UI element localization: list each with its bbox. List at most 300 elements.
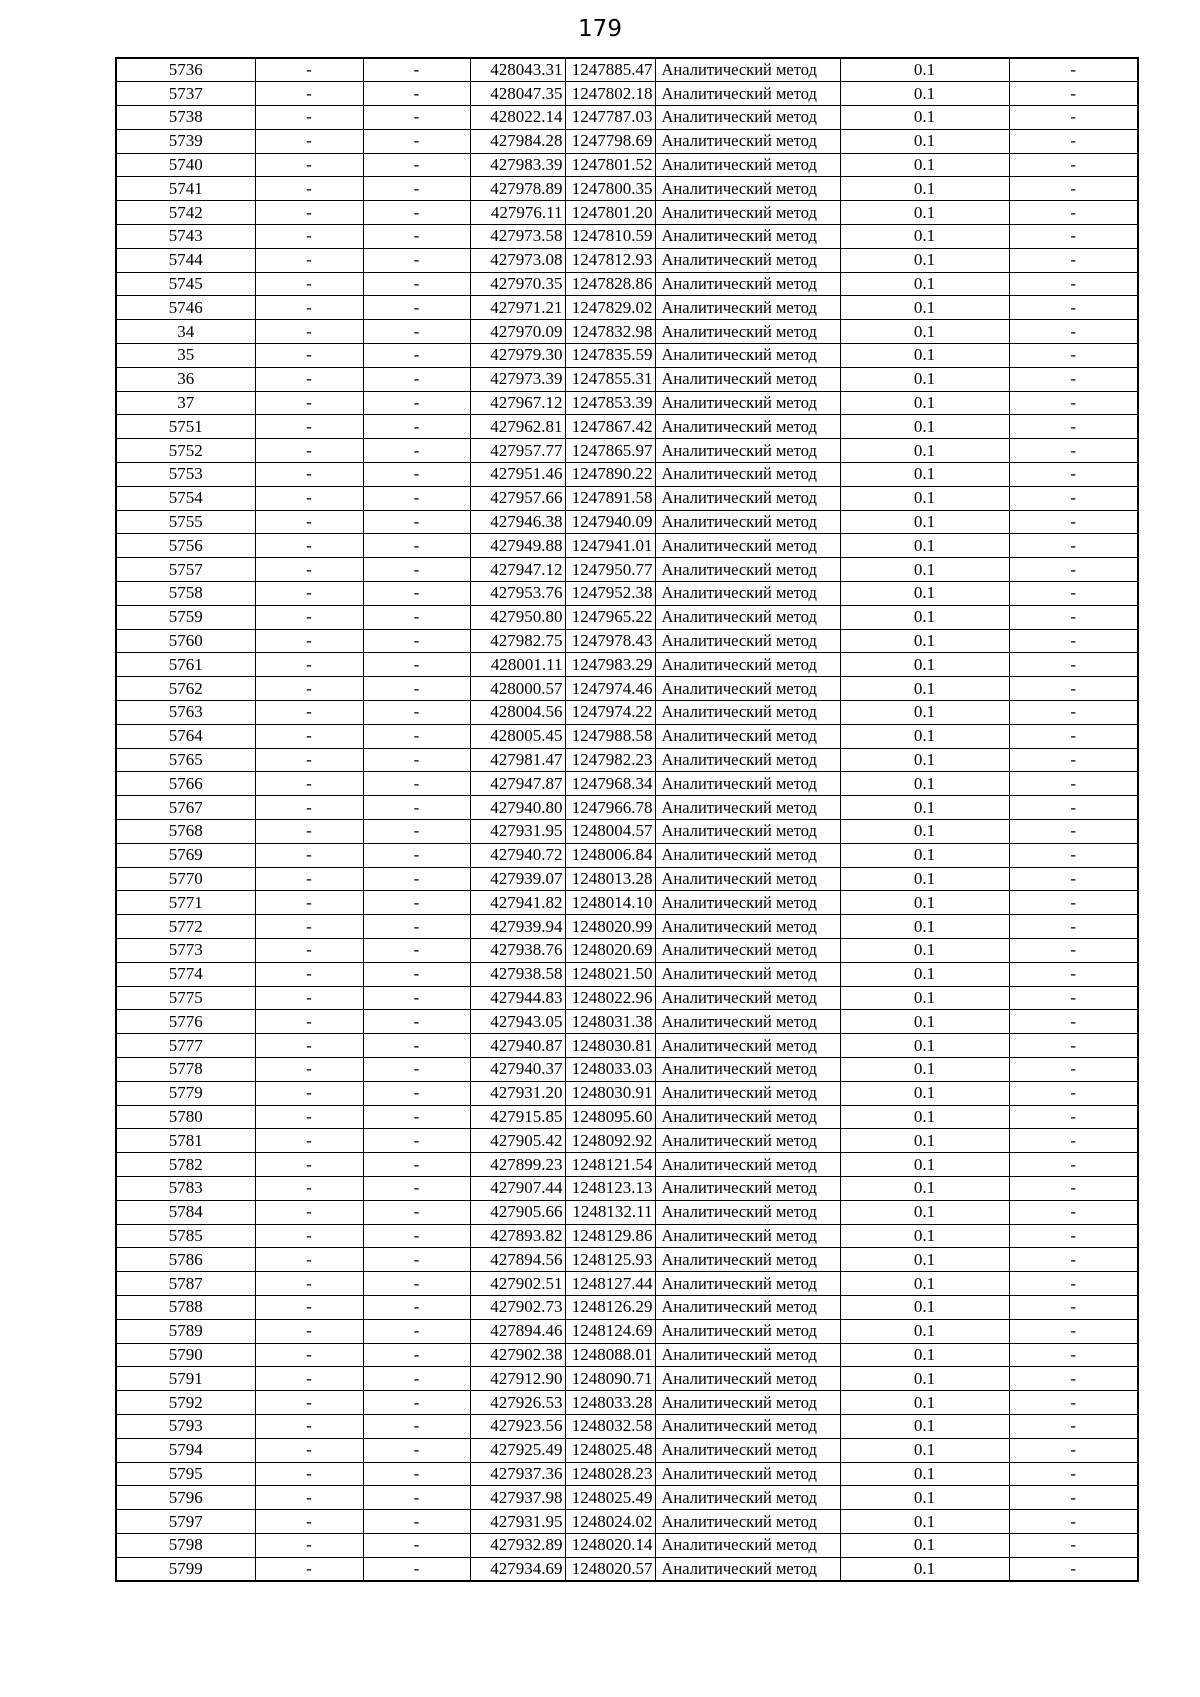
cell-col-8: -: [1009, 1391, 1138, 1415]
cell-col-3: -: [363, 248, 470, 272]
cell-col-3: -: [363, 1319, 470, 1343]
cell-coord-y: 1247801.52: [565, 153, 655, 177]
cell-point-number: 5772: [116, 915, 255, 939]
cell-coord-y: 1248025.49: [565, 1486, 655, 1510]
cell-col-3: -: [363, 724, 470, 748]
cell-col-3: -: [363, 1367, 470, 1391]
cell-point-number: 5790: [116, 1343, 255, 1367]
table-row: [116, 1010, 1138, 1034]
cell-col-3: -: [363, 463, 470, 487]
cell-coord-x: 427973.39: [470, 367, 565, 391]
cell-col-8: -: [1009, 1438, 1138, 1462]
cell-coord-y: 1248123.13: [565, 1176, 655, 1200]
coordinates-table-body: [116, 58, 1138, 1581]
cell-method: Аналитический метод: [655, 605, 840, 629]
cell-accuracy: 0.1: [840, 1533, 1009, 1557]
table-row: [116, 106, 1138, 130]
cell-accuracy: 0.1: [840, 320, 1009, 344]
cell-col-3: -: [363, 1391, 470, 1415]
cell-col-2: -: [255, 486, 363, 510]
table-row: [116, 558, 1138, 582]
cell-coord-y: 1248020.57: [565, 1557, 655, 1581]
cell-method: Аналитический метод: [655, 843, 840, 867]
cell-col-3: -: [363, 367, 470, 391]
cell-col-8: -: [1009, 1367, 1138, 1391]
cell-col-8: -: [1009, 1319, 1138, 1343]
cell-coord-y: 1247982.23: [565, 748, 655, 772]
cell-point-number: 5775: [116, 986, 255, 1010]
cell-method: Аналитический метод: [655, 677, 840, 701]
cell-col-2: -: [255, 677, 363, 701]
cell-coord-x: 427923.56: [470, 1414, 565, 1438]
cell-col-3: -: [363, 1105, 470, 1129]
cell-point-number: 5738: [116, 106, 255, 130]
cell-point-number: 5746: [116, 296, 255, 320]
cell-point-number: 5780: [116, 1105, 255, 1129]
cell-col-8: -: [1009, 701, 1138, 725]
cell-method: Аналитический метод: [655, 748, 840, 772]
cell-coord-x: 427950.80: [470, 605, 565, 629]
cell-col-3: -: [363, 1248, 470, 1272]
cell-method: Аналитический метод: [655, 1486, 840, 1510]
cell-point-number: 5770: [116, 867, 255, 891]
cell-point-number: 5776: [116, 1010, 255, 1034]
cell-col-3: -: [363, 986, 470, 1010]
cell-coord-x: 427982.75: [470, 629, 565, 653]
cell-method: Аналитический метод: [655, 796, 840, 820]
cell-col-8: -: [1009, 1200, 1138, 1224]
cell-col-8: -: [1009, 1510, 1138, 1534]
cell-coord-y: 1248126.29: [565, 1295, 655, 1319]
cell-col-8: -: [1009, 629, 1138, 653]
cell-coord-x: 427934.69: [470, 1557, 565, 1581]
cell-col-2: -: [255, 1057, 363, 1081]
cell-col-8: -: [1009, 605, 1138, 629]
cell-col-3: -: [363, 177, 470, 201]
cell-point-number: 5741: [116, 177, 255, 201]
cell-accuracy: 0.1: [840, 1224, 1009, 1248]
cell-col-8: -: [1009, 1557, 1138, 1581]
cell-col-8: -: [1009, 1533, 1138, 1557]
cell-point-number: 5742: [116, 201, 255, 225]
cell-coord-y: 1248124.69: [565, 1319, 655, 1343]
cell-col-3: -: [363, 1462, 470, 1486]
cell-accuracy: 0.1: [840, 486, 1009, 510]
cell-coord-y: 1247802.18: [565, 82, 655, 106]
cell-point-number: 5789: [116, 1319, 255, 1343]
coordinates-table: [115, 57, 1139, 1582]
cell-coord-x: 427976.11: [470, 201, 565, 225]
cell-point-number: 5799: [116, 1557, 255, 1581]
cell-point-number: 5757: [116, 558, 255, 582]
cell-col-2: -: [255, 582, 363, 606]
cell-accuracy: 0.1: [840, 367, 1009, 391]
table-row: [116, 962, 1138, 986]
cell-accuracy: 0.1: [840, 1081, 1009, 1105]
cell-coord-y: 1247801.20: [565, 201, 655, 225]
cell-accuracy: 0.1: [840, 796, 1009, 820]
cell-accuracy: 0.1: [840, 153, 1009, 177]
cell-coord-x: 428001.11: [470, 653, 565, 677]
cell-accuracy: 0.1: [840, 653, 1009, 677]
cell-method: Аналитический метод: [655, 629, 840, 653]
cell-col-2: -: [255, 272, 363, 296]
cell-col-8: -: [1009, 938, 1138, 962]
cell-col-8: -: [1009, 1414, 1138, 1438]
table-row: [116, 1034, 1138, 1058]
cell-point-number: 5756: [116, 534, 255, 558]
cell-col-2: -: [255, 344, 363, 368]
cell-col-8: -: [1009, 962, 1138, 986]
cell-accuracy: 0.1: [840, 534, 1009, 558]
cell-point-number: 5791: [116, 1367, 255, 1391]
cell-method: Аналитический метод: [655, 1105, 840, 1129]
table-row: [116, 891, 1138, 915]
cell-col-3: -: [363, 701, 470, 725]
table-row: [116, 296, 1138, 320]
cell-col-8: -: [1009, 153, 1138, 177]
cell-col-8: -: [1009, 391, 1138, 415]
cell-coord-x: 427951.46: [470, 463, 565, 487]
cell-col-2: -: [255, 391, 363, 415]
cell-point-number: 5751: [116, 415, 255, 439]
cell-col-3: -: [363, 391, 470, 415]
cell-coord-y: 1248032.58: [565, 1414, 655, 1438]
cell-coord-y: 1247832.98: [565, 320, 655, 344]
cell-col-8: -: [1009, 1462, 1138, 1486]
cell-col-8: -: [1009, 320, 1138, 344]
cell-col-8: -: [1009, 486, 1138, 510]
cell-coord-y: 1248006.84: [565, 843, 655, 867]
cell-point-number: 5777: [116, 1034, 255, 1058]
cell-coord-x: 427905.42: [470, 1129, 565, 1153]
table-row: [116, 772, 1138, 796]
cell-accuracy: 0.1: [840, 986, 1009, 1010]
cell-col-8: -: [1009, 772, 1138, 796]
cell-coord-y: 1248024.02: [565, 1510, 655, 1534]
cell-coord-x: 427978.89: [470, 177, 565, 201]
cell-col-8: -: [1009, 558, 1138, 582]
table-row: [116, 629, 1138, 653]
cell-coord-x: 427944.83: [470, 986, 565, 1010]
cell-col-2: -: [255, 177, 363, 201]
cell-col-8: -: [1009, 510, 1138, 534]
cell-coord-x: 427939.07: [470, 867, 565, 891]
table-row: [116, 1129, 1138, 1153]
cell-col-8: -: [1009, 1486, 1138, 1510]
cell-coord-y: 1248020.14: [565, 1533, 655, 1557]
table-row: [116, 820, 1138, 844]
cell-col-8: -: [1009, 1224, 1138, 1248]
cell-col-8: -: [1009, 58, 1138, 82]
cell-accuracy: 0.1: [840, 1414, 1009, 1438]
cell-accuracy: 0.1: [840, 558, 1009, 582]
cell-col-2: -: [255, 58, 363, 82]
cell-col-8: -: [1009, 296, 1138, 320]
cell-coord-y: 1247890.22: [565, 463, 655, 487]
cell-coord-y: 1247865.97: [565, 439, 655, 463]
cell-col-8: -: [1009, 272, 1138, 296]
cell-method: Аналитический метод: [655, 82, 840, 106]
cell-method: Аналитический метод: [655, 582, 840, 606]
cell-col-2: -: [255, 106, 363, 130]
cell-coord-x: 427912.90: [470, 1367, 565, 1391]
cell-col-8: -: [1009, 534, 1138, 558]
cell-point-number: 37: [116, 391, 255, 415]
cell-coord-x: 427902.38: [470, 1343, 565, 1367]
cell-col-3: -: [363, 962, 470, 986]
cell-method: Аналитический метод: [655, 1557, 840, 1581]
cell-col-2: -: [255, 534, 363, 558]
cell-coord-x: 428047.35: [470, 82, 565, 106]
cell-method: Аналитический метод: [655, 1248, 840, 1272]
cell-coord-y: 1247812.93: [565, 248, 655, 272]
cell-coord-y: 1247974.46: [565, 677, 655, 701]
cell-col-2: -: [255, 1438, 363, 1462]
cell-col-8: -: [1009, 129, 1138, 153]
cell-coord-x: 427938.76: [470, 938, 565, 962]
cell-point-number: 5743: [116, 225, 255, 249]
cell-method: Аналитический метод: [655, 1081, 840, 1105]
cell-col-2: -: [255, 820, 363, 844]
table-row: [116, 153, 1138, 177]
cell-col-3: -: [363, 153, 470, 177]
table-row: [116, 272, 1138, 296]
cell-col-3: -: [363, 605, 470, 629]
table-row: [116, 486, 1138, 510]
cell-method: Аналитический метод: [655, 106, 840, 130]
cell-col-2: -: [255, 463, 363, 487]
table-row: [116, 1081, 1138, 1105]
cell-col-3: -: [363, 486, 470, 510]
cell-coord-x: 427915.85: [470, 1105, 565, 1129]
cell-accuracy: 0.1: [840, 1319, 1009, 1343]
cell-method: Аналитический метод: [655, 1391, 840, 1415]
cell-accuracy: 0.1: [840, 1248, 1009, 1272]
cell-point-number: 5769: [116, 843, 255, 867]
cell-point-number: 5761: [116, 653, 255, 677]
cell-point-number: 5753: [116, 463, 255, 487]
cell-method: Аналитический метод: [655, 915, 840, 939]
cell-accuracy: 0.1: [840, 1176, 1009, 1200]
cell-coord-y: 1247968.34: [565, 772, 655, 796]
cell-coord-x: 427941.82: [470, 891, 565, 915]
cell-col-3: -: [363, 796, 470, 820]
cell-method: Аналитический метод: [655, 1200, 840, 1224]
cell-accuracy: 0.1: [840, 582, 1009, 606]
cell-method: Аналитический метод: [655, 891, 840, 915]
cell-point-number: 5766: [116, 772, 255, 796]
cell-col-2: -: [255, 1295, 363, 1319]
cell-coord-x: 427937.36: [470, 1462, 565, 1486]
cell-col-8: -: [1009, 820, 1138, 844]
cell-method: Аналитический метод: [655, 1176, 840, 1200]
cell-method: Аналитический метод: [655, 1510, 840, 1534]
cell-accuracy: 0.1: [840, 177, 1009, 201]
cell-accuracy: 0.1: [840, 962, 1009, 986]
cell-col-8: -: [1009, 1034, 1138, 1058]
cell-col-3: -: [363, 1557, 470, 1581]
cell-point-number: 5773: [116, 938, 255, 962]
cell-accuracy: 0.1: [840, 1010, 1009, 1034]
cell-coord-x: 428043.31: [470, 58, 565, 82]
cell-col-8: -: [1009, 367, 1138, 391]
cell-coord-y: 1248129.86: [565, 1224, 655, 1248]
cell-coord-y: 1248088.01: [565, 1343, 655, 1367]
table-row: [116, 1295, 1138, 1319]
cell-accuracy: 0.1: [840, 915, 1009, 939]
table-row: [116, 1557, 1138, 1581]
cell-col-3: -: [363, 938, 470, 962]
cell-coord-y: 1248022.96: [565, 986, 655, 1010]
cell-point-number: 5768: [116, 820, 255, 844]
cell-col-2: -: [255, 938, 363, 962]
cell-point-number: 36: [116, 367, 255, 391]
cell-coord-x: 427902.51: [470, 1272, 565, 1296]
table-row: [116, 201, 1138, 225]
cell-col-2: -: [255, 320, 363, 344]
cell-col-8: -: [1009, 796, 1138, 820]
table-row: [116, 605, 1138, 629]
cell-col-2: -: [255, 1557, 363, 1581]
cell-coord-y: 1248033.03: [565, 1057, 655, 1081]
cell-method: Аналитический метод: [655, 367, 840, 391]
cell-coord-y: 1247966.78: [565, 796, 655, 820]
cell-coord-y: 1247867.42: [565, 415, 655, 439]
cell-accuracy: 0.1: [840, 106, 1009, 130]
cell-col-2: -: [255, 629, 363, 653]
cell-col-3: -: [363, 129, 470, 153]
cell-col-8: -: [1009, 915, 1138, 939]
cell-accuracy: 0.1: [840, 296, 1009, 320]
table-row: [116, 58, 1138, 82]
cell-method: Аналитический метод: [655, 248, 840, 272]
table-row: [116, 248, 1138, 272]
cell-point-number: 5762: [116, 677, 255, 701]
cell-col-2: -: [255, 1034, 363, 1058]
cell-method: Аналитический метод: [655, 391, 840, 415]
cell-method: Аналитический метод: [655, 653, 840, 677]
cell-coord-x: 427925.49: [470, 1438, 565, 1462]
cell-col-2: -: [255, 1510, 363, 1534]
cell-col-3: -: [363, 439, 470, 463]
cell-col-8: -: [1009, 1295, 1138, 1319]
table-row: [116, 1343, 1138, 1367]
cell-accuracy: 0.1: [840, 1462, 1009, 1486]
cell-method: Аналитический метод: [655, 201, 840, 225]
cell-col-2: -: [255, 653, 363, 677]
cell-col-8: -: [1009, 415, 1138, 439]
cell-coord-y: 1247983.29: [565, 653, 655, 677]
cell-coord-y: 1247950.77: [565, 558, 655, 582]
cell-coord-y: 1247940.09: [565, 510, 655, 534]
cell-col-8: -: [1009, 1129, 1138, 1153]
cell-method: Аналитический метод: [655, 177, 840, 201]
cell-col-2: -: [255, 915, 363, 939]
cell-col-2: -: [255, 1319, 363, 1343]
cell-coord-x: 427971.21: [470, 296, 565, 320]
cell-accuracy: 0.1: [840, 129, 1009, 153]
cell-accuracy: 0.1: [840, 439, 1009, 463]
cell-accuracy: 0.1: [840, 391, 1009, 415]
cell-method: Аналитический метод: [655, 1438, 840, 1462]
table-row: [116, 177, 1138, 201]
cell-col-3: -: [363, 296, 470, 320]
cell-coord-y: 1247885.47: [565, 58, 655, 82]
cell-col-2: -: [255, 1081, 363, 1105]
cell-accuracy: 0.1: [840, 248, 1009, 272]
cell-coord-y: 1248004.57: [565, 820, 655, 844]
cell-accuracy: 0.1: [840, 415, 1009, 439]
cell-point-number: 5786: [116, 1248, 255, 1272]
cell-col-3: -: [363, 320, 470, 344]
cell-col-2: -: [255, 1248, 363, 1272]
cell-method: Аналитический метод: [655, 415, 840, 439]
cell-coord-x: 427970.09: [470, 320, 565, 344]
cell-coord-x: 427947.87: [470, 772, 565, 796]
cell-accuracy: 0.1: [840, 843, 1009, 867]
table-row: [116, 1510, 1138, 1534]
cell-accuracy: 0.1: [840, 1034, 1009, 1058]
cell-coord-y: 1247787.03: [565, 106, 655, 130]
cell-method: Аналитический метод: [655, 486, 840, 510]
cell-col-2: -: [255, 1486, 363, 1510]
cell-accuracy: 0.1: [840, 82, 1009, 106]
cell-col-2: -: [255, 415, 363, 439]
cell-col-3: -: [363, 1272, 470, 1296]
cell-col-8: -: [1009, 1343, 1138, 1367]
table-row: [116, 1224, 1138, 1248]
cell-col-3: -: [363, 1510, 470, 1534]
cell-col-2: -: [255, 1462, 363, 1486]
cell-accuracy: 0.1: [840, 1129, 1009, 1153]
cell-coord-y: 1247828.86: [565, 272, 655, 296]
table-row: [116, 225, 1138, 249]
cell-col-2: -: [255, 367, 363, 391]
cell-coord-y: 1248090.71: [565, 1367, 655, 1391]
cell-method: Аналитический метод: [655, 510, 840, 534]
table-row: [116, 1486, 1138, 1510]
cell-coord-x: 428022.14: [470, 106, 565, 130]
cell-coord-x: 427953.76: [470, 582, 565, 606]
cell-coord-y: 1248095.60: [565, 1105, 655, 1129]
cell-coord-x: 427967.12: [470, 391, 565, 415]
cell-coord-x: 427946.38: [470, 510, 565, 534]
cell-col-8: -: [1009, 344, 1138, 368]
table-row: [116, 463, 1138, 487]
cell-col-8: -: [1009, 1153, 1138, 1177]
cell-accuracy: 0.1: [840, 629, 1009, 653]
cell-col-3: -: [363, 272, 470, 296]
cell-point-number: 5752: [116, 439, 255, 463]
cell-coord-x: 427979.30: [470, 344, 565, 368]
cell-col-3: -: [363, 344, 470, 368]
cell-col-2: -: [255, 1414, 363, 1438]
cell-method: Аналитический метод: [655, 1057, 840, 1081]
cell-accuracy: 0.1: [840, 58, 1009, 82]
cell-col-3: -: [363, 653, 470, 677]
cell-col-2: -: [255, 724, 363, 748]
table-row: [116, 1462, 1138, 1486]
table-row: [116, 653, 1138, 677]
cell-coord-y: 1247800.35: [565, 177, 655, 201]
cell-col-3: -: [363, 82, 470, 106]
cell-col-2: -: [255, 558, 363, 582]
table-row: [116, 1057, 1138, 1081]
table-row: [116, 1438, 1138, 1462]
cell-col-8: -: [1009, 1081, 1138, 1105]
cell-method: Аналитический метод: [655, 1295, 840, 1319]
